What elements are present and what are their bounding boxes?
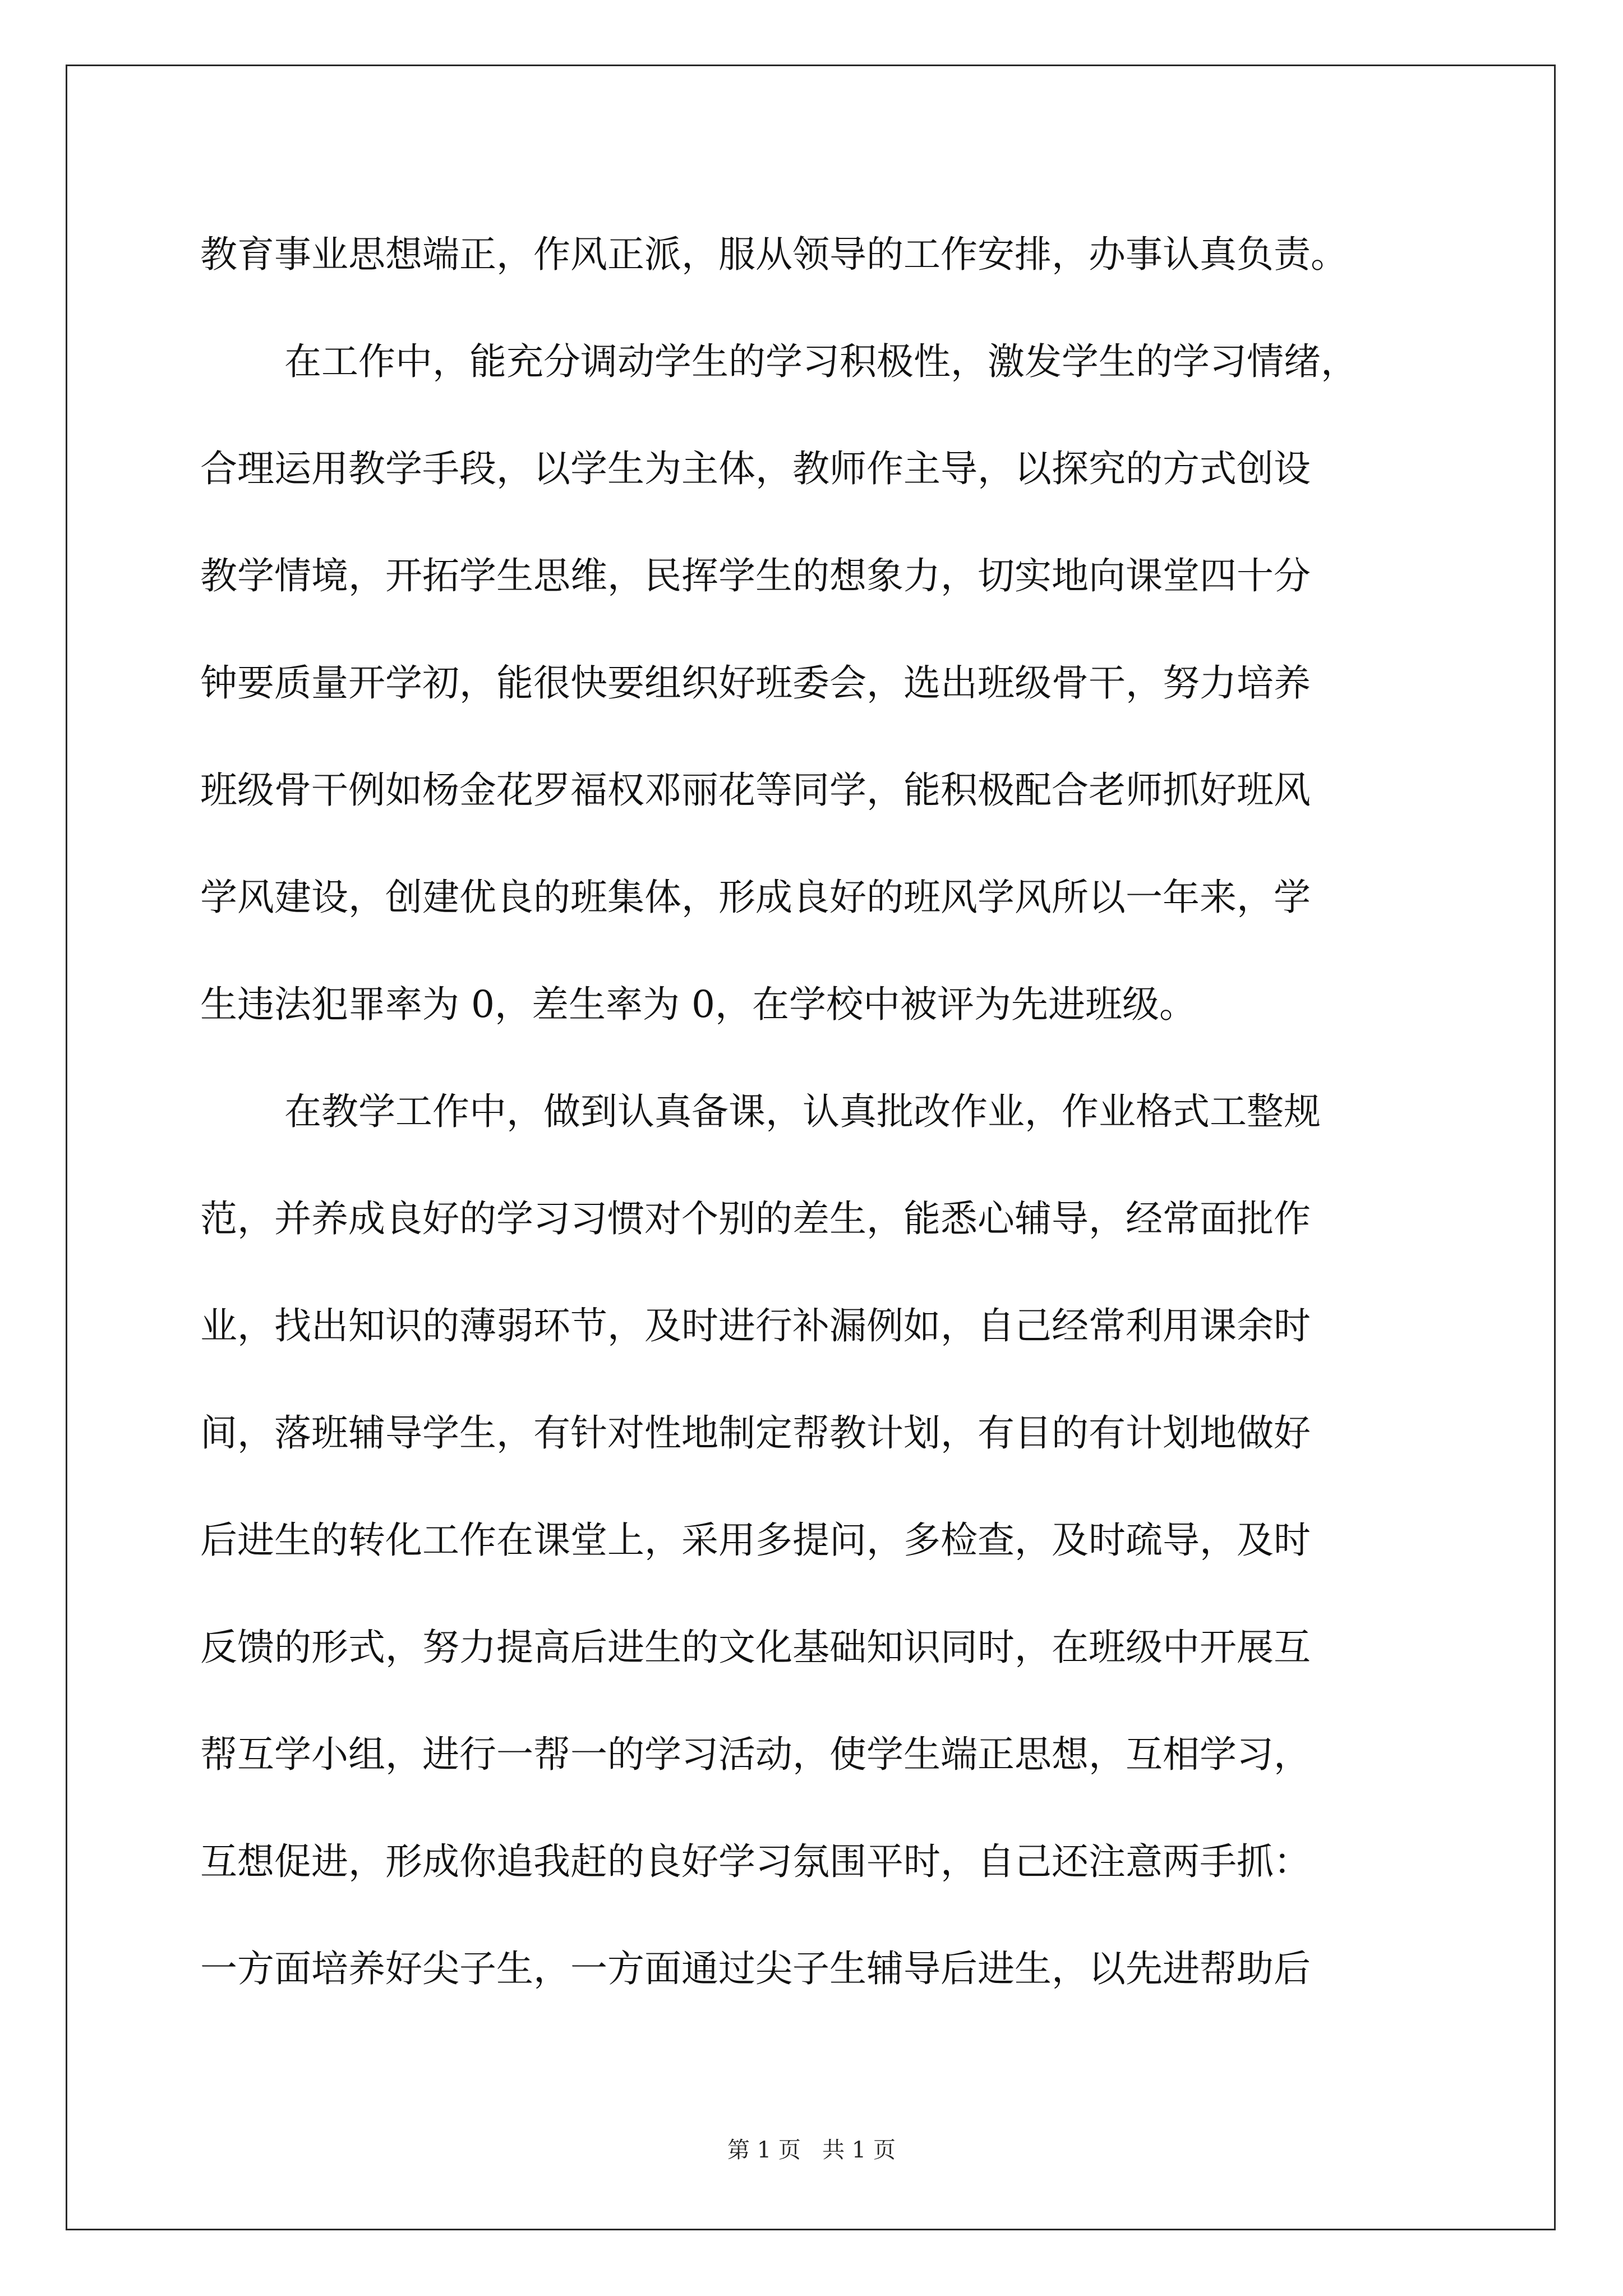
text-line: 范，并养成良好的学习习惯对个别的差生，能悉心辅导，经常面批作 [200,1197,1311,1240]
text-line: 业，找出知识的薄弱环节，及时进行补漏例如，自己经常利用课余时 [200,1304,1311,1347]
text-line: 生违法犯罪率为 0，差生率为 0，在学校中被评为先进班级。 [200,983,1196,1026]
page-total: 共 1 页 [822,2137,896,2163]
text-line: 帮互学小组，进行一帮一的学习活动，使学生端正思想，互相学习， [200,1733,1311,1776]
text-line: 后进生的转化工作在课堂上，采用多提问，多检查，及时疏导，及时 [200,1519,1311,1562]
text-line: 教育事业思想端正，作风正派，服从领导的工作安排，办事认真负责。 [200,233,1348,276]
page-footer [0,2136,1623,2164]
text-line: 互想促进，形成你追我赶的良好学习氛围平时，自己还注意两手抓： [200,1840,1311,1883]
text-line: 学风建设，创建优良的班集体，形成良好的班风学风所以一年来，学 [200,876,1311,919]
text-line: 教学情境，开拓学生思维，民挥学生的想象力，切实地向课堂四十分 [200,554,1311,597]
text-line: 合理运用教学手段，以学生为主体，教师作主导，以探究的方式创设 [200,447,1311,490]
page-number: 第 1 页 [727,2137,801,2163]
document-body [200,201,1434,2022]
text-line: 钟要质量开学初，能很快要组织好班委会，选出班级骨干，努力培养 [200,661,1311,705]
text-line: 在工作中，能充分调动学生的学习积极性，激发学生的学习情绪， [284,340,1358,383]
text-line: 间，落班辅导学生，有针对性地制定帮教计划，有目的有计划地做好 [200,1411,1311,1455]
text-line: 在教学工作中，做到认真备课，认真批改作业，作业格式工整规 [284,1090,1321,1133]
text-line: 班级骨干例如杨金花罗福权邓丽花等同学，能积极配合老师抓好班风 [200,769,1311,812]
text-line: 一方面培养好尖子生，一方面通过尖子生辅导后进生，以先进帮助后 [200,1947,1311,1990]
text-line: 反馈的形式，努力提高后进生的文化基础知识同时，在班级中开展互 [200,1626,1311,1669]
